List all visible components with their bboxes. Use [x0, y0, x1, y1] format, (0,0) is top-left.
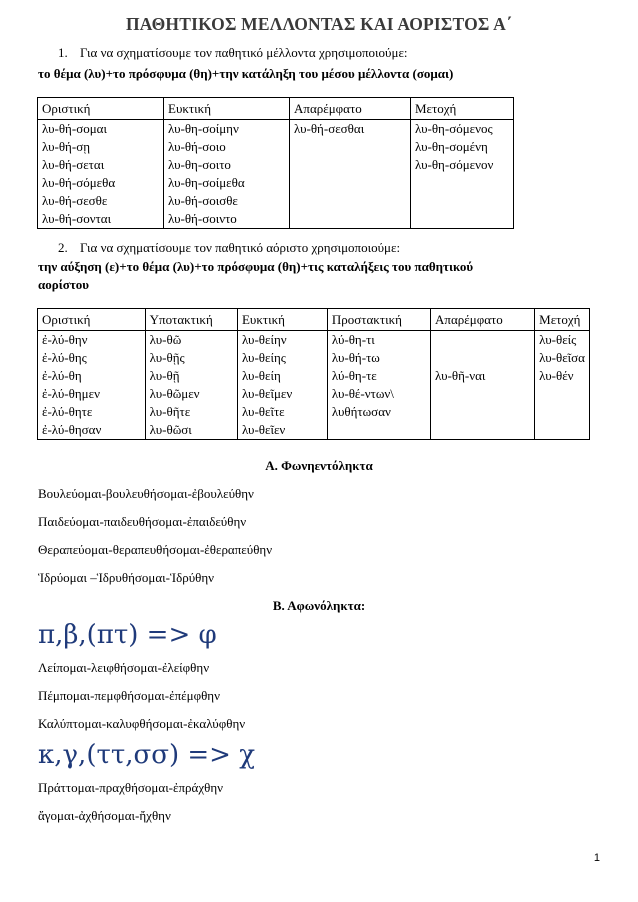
form: λυ-θεῖσα: [539, 350, 585, 365]
verb-line: ἄγομαι-ἀχθήσομαι-ἤχθην: [38, 808, 171, 823]
form: ἐ-λύ-θημεν: [42, 386, 100, 401]
form: λυ-θέν: [539, 368, 574, 383]
form: λυ-θέ-ντων\: [331, 386, 394, 401]
table-header: Προστακτική: [327, 309, 430, 331]
section2-intro-text: Για να σχηματίσουμε τον παθητικό αόριστο χρησιμοποιούμε:: [80, 240, 401, 255]
section1-number: 1.: [58, 45, 68, 60]
table-header-row: [38, 98, 514, 120]
heading-consonant-stems: Β. Αφωνόληκτα:: [272, 598, 366, 613]
form: ἐ-λύ-θη: [42, 368, 82, 383]
form: λυ-θή-σεται: [42, 157, 105, 172]
verb-line: Βουλεύομαι-βουλευθήσομαι-ἐβουλεύθην: [38, 486, 254, 501]
form: λύ-θη-τε: [331, 368, 377, 383]
section1-intro: [38, 45, 408, 61]
form: λυ-θή-σῃ: [42, 139, 90, 154]
form: [435, 331, 530, 349]
section2-number: 2.: [58, 240, 68, 255]
table-header: Απαρέμφατο: [431, 309, 535, 331]
table-cell-oristiki: [38, 331, 146, 440]
table-header: Απαρέμφατο: [290, 98, 411, 120]
table-header: Ευκτική: [237, 309, 327, 331]
table-cell-aparemfato: [431, 331, 535, 440]
form: λυ-θη-σοιτο: [168, 157, 231, 172]
form: λυ-θείην: [241, 332, 287, 347]
form: λυθήτωσαν: [331, 404, 391, 419]
table-row: [38, 331, 590, 440]
form: λυ-θεῖμεν: [241, 386, 293, 401]
form: λυ-θεῖεν: [241, 422, 286, 437]
form: λυ-θή-σοιο: [168, 139, 226, 154]
table-row: [38, 120, 514, 229]
form: λυ-θῶ: [149, 332, 182, 347]
form: λυ-θή-σοιντο: [168, 211, 237, 226]
form: λυ-θῆτε: [149, 404, 191, 419]
form: ἐ-λύ-θητε: [42, 404, 93, 419]
table-cell-metoxi: [411, 120, 514, 229]
verb-line: Θεραπεύομαι-θεραπευθήσομαι-ἐθεραπεύθην: [38, 542, 273, 557]
verb-line: Πράττομαι-πραχθήσομαι-ἐπράχθην: [38, 780, 224, 795]
form: λυ-θή-σόμεθα: [42, 175, 116, 190]
table-header: Ευκτική: [164, 98, 290, 120]
table-header: Μετοχή: [411, 98, 514, 120]
rule-labial: π,β,(πτ) => φ: [38, 620, 217, 650]
table-cell-prostaktiki: [327, 331, 430, 440]
form: λυ-θῶσι: [149, 422, 192, 437]
table-header: Οριστική: [38, 98, 164, 120]
page-title: ΠΑΘΗΤΙΚΟΣ ΜΕΛΛΟΝΤΑΣ ΚΑΙ ΑΟΡΙΣΤΟΣ Α΄: [125, 14, 513, 34]
section1-intro-text: Για να σχηματίσουμε τον παθητικό μέλλοντα χρησιμοποιούμε:: [80, 45, 408, 60]
form: λυ-θή-σομαι: [42, 121, 107, 136]
table-cell-euktiki: [237, 331, 327, 440]
form: ἐ-λύ-θης: [42, 350, 87, 365]
page-number: 1: [593, 852, 600, 864]
form: λυ-θη-σοίμεθα: [168, 175, 245, 190]
heading-vowel-stems: Α. Φωνηεντόληκτα: [265, 458, 373, 473]
verb-line: Πέμπομαι-πεμφθήσομαι-ἐπέμφθην: [38, 688, 220, 703]
verb-line: Λείπομαι-λειφθήσομαι-ἐλείφθην: [38, 660, 210, 675]
form: ἐ-λύ-θην: [42, 332, 88, 347]
form: λυ-θῶμεν: [149, 386, 200, 401]
form: λυ-θείης: [241, 350, 286, 365]
form: λυ-θή-σοισθε: [168, 193, 238, 208]
aorist-passive-table: [37, 308, 590, 440]
verb-line: Ἱδρύομαι –Ἱδρυθήσομαι-Ἱδρύθην: [38, 570, 215, 585]
table-cell-aparemfato: [290, 120, 411, 229]
table-cell-ypotaktiki: [145, 331, 237, 440]
form: λυ-θείη: [241, 368, 281, 383]
form: λυ-θή-σεσθαι: [294, 121, 365, 136]
form: λυ-θή-σονται: [42, 211, 112, 226]
form: λύ-θη-τι: [331, 332, 375, 347]
form: λυ-θη-σόμενον: [415, 157, 494, 172]
section2-rule-line2: αορίστου: [38, 277, 90, 292]
form: λυ-θή-σεσθε: [42, 193, 108, 208]
form: λυ-θη-σομένη: [415, 139, 488, 154]
form: λυ-θή-τω: [331, 350, 380, 365]
form: λυ-θείς: [539, 332, 577, 347]
table-cell-euktiki: [164, 120, 290, 229]
form: λυ-θῇς: [149, 350, 185, 365]
form: λυ-θῇ: [149, 368, 180, 383]
table-cell-oristiki: [38, 120, 164, 229]
form: [435, 349, 530, 367]
form: λυ-θη-σόμενος: [415, 121, 493, 136]
rule-guttural: κ,γ,(ττ,σσ) => χ: [38, 740, 255, 770]
table-header-row: [38, 309, 590, 331]
verb-line: Καλύπτομαι-καλυφθήσομαι-ἐκαλύφθην: [38, 716, 246, 731]
section2-rule-line1: την αύξηση (ε)+το θέμα (λυ)+το πρόσφυμα (θη)+τις καταλήξεις του παθητικού: [38, 259, 474, 274]
form: λυ-θῆ-ναι: [435, 368, 486, 383]
form: λυ-θεῖτε: [241, 404, 285, 419]
form: ἐ-λύ-θησαν: [42, 422, 102, 437]
table-cell-metoxi: [535, 331, 590, 440]
table-header: Οριστική: [38, 309, 146, 331]
future-passive-table: [37, 97, 514, 229]
table-header: Μετοχή: [535, 309, 590, 331]
table-header: Υποτακτική: [145, 309, 237, 331]
form: λυ-θη-σοίμην: [168, 121, 239, 136]
section1-rule: το θέμα (λυ)+το πρόσφυμα (θη)+την κατάληξη του μέσου μέλλοντα (σομαι): [38, 66, 454, 81]
verb-line: Παιδεύομαι-παιδευθήσομαι-ἐπαιδεύθην: [38, 514, 247, 529]
section2-intro: [38, 240, 400, 256]
